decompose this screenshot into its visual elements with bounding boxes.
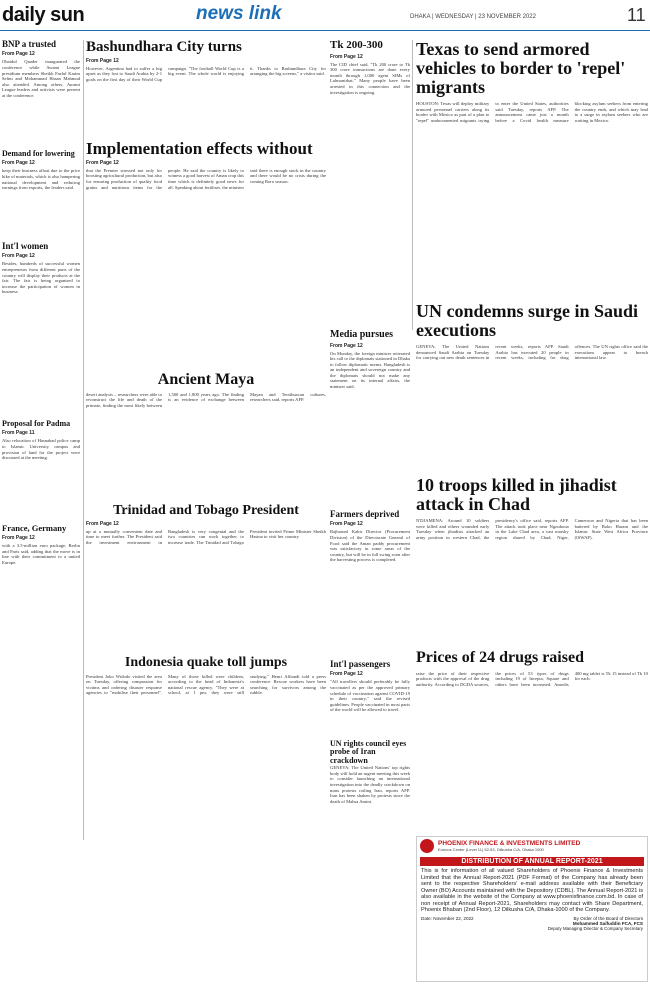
article-body: desert analysis – researchers were able to reconstruct the life and death of the primate, finding the most likely between 1,500 and 1,800 years ago. The finding is an evidence of exchange between Mayan and Teotihuacan cultures, researchers said, reports AFP.	[86, 391, 326, 408]
headline[interactable]: UN condemns surge in Saudi executions	[416, 302, 639, 340]
article-implementation	[86, 140, 326, 370]
continued-label: From Page 11	[2, 430, 35, 437]
phoenix-logo-icon	[420, 839, 434, 853]
article-body: with a 3.5-million euro package, Berlin and Paris said, adding that the move is in line with their commitment to a united Europe.	[2, 542, 80, 565]
article-media	[330, 330, 410, 510]
article-body: that the Premier stressed not only for boosting agricultural production, but also for ensuring production of quality food grains and nutritious items for the people. He said the country is likely to witness a good harvest of Aman crop this time which is definitely good news for all. Speaking about fertiliser, the minister said there is enough stock in the country and there would be no crisis during the coming Boro season.	[86, 167, 326, 190]
headline[interactable]: Int'l women	[2, 242, 49, 251]
article-drug-prices	[416, 650, 648, 830]
headline[interactable]: 10 troops killed in jihadist attack in Chad	[416, 476, 617, 514]
continued-label: From Page 12	[2, 253, 35, 260]
article-body: Besides, hundreds of successful women entrepreneurs from different parts of the country will display their products at the fair. The fair is being organised to increase the participation of women in business.	[2, 261, 80, 295]
article-trinidad	[86, 504, 326, 654]
article-body: "All travellers should preferably be fully vaccinated as per the approved primary schedule of vaccination against COVID-19 in their country," said the revised guidelines. People vaccinated in most parts of the world will be allowed to travel.	[330, 679, 410, 713]
continued-label: From Page 12	[86, 159, 119, 166]
article-body: On Monday, the foreign minister reiterated his call to the diplomats stationed in Dhaka to follow diplomatic norms. Bangladesh is an independent and sovereign country and the diplomats should not make any statement on its internal affairs, the minister said.	[330, 350, 410, 390]
page-number: 11	[627, 5, 646, 25]
article-body: keep their business afloat due to the price hike of materials, which is also hampering national development and reducing earnings from exports, the leaders said.	[2, 168, 80, 191]
article-body: Also relocation of Hasnabad police camp to Islamic University campus and provision of land for the project were discussed at the meeting.	[2, 438, 80, 461]
article-body: N'DJAMENA: Around 10 soldiers were killed and others wounded early Tuesday when jihadists attacked an army position in western Chad, the presidency's office said, reports AFP. The attack took place near Ngouboua in the Lake Chad area, a vast marshy region shared by Chad, Niger, Cameroon and Nigeria that has been battered by Boko Haram and the Islamic State West Africa Province (ISWAP).	[416, 518, 648, 540]
headline[interactable]: Implementation effects without	[86, 140, 313, 158]
masthead-logo[interactable]: daily sun	[2, 4, 85, 26]
headline[interactable]: BNP a trusted	[2, 40, 56, 49]
section-title: news link	[196, 3, 282, 24]
article-un-saudi	[416, 302, 648, 472]
continued-label: From Page 12	[330, 53, 363, 60]
headline[interactable]: Prices of 24 drugs raised	[416, 650, 584, 666]
ad-body: This is for information of all valued Shareholders of Phoenix Finance & Investments Limited that the Annual Report-2021 (PDF Format) of the Company has already been sent to the respective Shareholders' e-mail address available with their Beneficiary Owner (BO) Accounts maintained with the Depository (CDBL). The Annual Report-2021 is also available in the website of the Company at www.phoenixfinance.com.bd. In case of non receipt of Annual Report-2021, Shareholders may contact with Share Department, Phoenix Bhaban (2nd Floor), 12 Dilkusha C/A, Dhaka-1000 of the Company.	[421, 868, 643, 913]
ad-signoff-name: Mohammed Saifuddin FCA, FCS	[572, 920, 643, 926]
headline[interactable]: Farmers deprived	[330, 510, 400, 519]
ad-company: PHOENIX FINANCE & INVESTMENTS LIMITED	[438, 840, 581, 847]
article-intl-women	[2, 242, 80, 412]
continued-label: From Page 12	[330, 342, 363, 349]
article-ancient-maya	[86, 372, 326, 500]
masthead	[0, 0, 650, 38]
article-proposal	[2, 420, 80, 520]
continued-label: From Page 12	[86, 520, 119, 527]
article-body: The CID chief said, "Tk 200 crore to Tk 300 crore transactions are done every month through 1,000 agent SIMs of Lalmonirhat." Many people have been arrested in this connection and the investigation is ongoing.	[330, 61, 410, 95]
ad-signoff: By Order of the Board of Directors	[573, 915, 643, 921]
article-farmers	[330, 510, 410, 660]
headline[interactable]: Texas to send armored vehicles to border to 'repel' migrants	[416, 40, 626, 97]
article-body: up at a mutually convenient date and time to meet further. The President said the investment environment in Bangladesh is very congenial and the two countries can work together to increase trade. The Trinidad and Tobago President invited Prime Minister Sheikh Hasina to visit her country.	[86, 528, 326, 545]
article-body: GENEVA: The United Nations' top rights body will hold an urgent meeting this week to consider launching an international investigation into the deadly crackdown on mass protests roiling Iran, reports AFP. Iran has been shaken by protests since the death of Mahsa Amini.	[330, 765, 410, 804]
article-bnp	[2, 40, 80, 136]
headline[interactable]: Bashundhara City turns	[86, 40, 242, 55]
continued-label: From Page 12	[330, 521, 363, 528]
article-body: raise the price of their respective products with the approval of the drug authority. According to DGDA sources, the prices of 53 types of drugs including 19 of Incepta, Square and others have been increased. Amodis 400 mg tablet is Tk 15 instead of Tk 10 for each.	[416, 670, 648, 687]
headline[interactable]: Media pursues	[330, 330, 394, 340]
continued-label: From Page 12	[2, 160, 35, 167]
article-demand	[2, 150, 80, 232]
continued-label: From Page 12	[86, 57, 119, 64]
headline[interactable]: Ancient Maya	[157, 372, 255, 388]
continued-label: From Page 12	[2, 51, 35, 58]
article-body: However, Argentina had to suffer a big upset as they lost to Saudi Arabia by 2-1 goals on the first day of their World Cup campaign. "The football World Cup is a big event. The whole world is enjoying it. Thanks to Bashundhara City for arranging the big screens," a visitor said.	[86, 65, 326, 82]
column-divider	[83, 40, 84, 840]
headline[interactable]: France, Germany	[2, 524, 67, 533]
ad-title: DISTRIBUTION OF ANNUAL REPORT-2021	[420, 857, 644, 866]
article-body: Obaidul Quader inaugurated the conference while Awami League presidium members Sheikh Fazlul Karim Selim and Mohammad Hasan Mahmud also attended. Among others, Awami League leaders and activists were present at the conference.	[2, 59, 80, 98]
ad-signoff-role: Deputy Managing Director & Company Secretary	[547, 925, 643, 931]
article-bashundhara	[86, 40, 326, 136]
continued-label: From Page 12	[330, 671, 363, 678]
ad-date: Date: November 22, 2022	[421, 915, 474, 921]
dateline: DHAKA | WEDNESDAY | 23 NOVEMBER 2022	[410, 14, 536, 20]
headline[interactable]: Indonesia quake toll jumps	[124, 656, 288, 670]
headline[interactable]: Int'l passengers	[330, 660, 391, 669]
article-texas	[416, 40, 648, 300]
continued-label: From Page 12	[2, 534, 35, 541]
article-body: GENEVA: The United Nations denounced Saudi Arabia on Tuesday for carrying out new death sentences in recent weeks, reports AFP. Saudi Arabia has executed 20 people in recent weeks, including for drug offences. The UN rights office said the executions appear to breach international law.	[416, 344, 648, 361]
column-divider	[412, 40, 413, 330]
ad-header	[417, 837, 647, 855]
headline[interactable]: Proposal for Padma	[2, 420, 71, 428]
ad-address: Eunoos Center (Level 11) 52-53, Dilkusha C/A, Dhaka 1000	[438, 847, 544, 852]
article-body: President Joko Widodo visited the area on Tuesday, offering compassion for victims and ordering disaster response agencies to "mobilise their personnel". Many of those killed were children, according to the head of Indonesia's national rescue agency. "They were at school, at 1 pm, they were still studying," Henri Alfiandi told a press conference. Rescue workers have been searching for survivors among the rubble.	[86, 673, 326, 696]
article-indonesia-quake	[86, 656, 326, 846]
article-france	[2, 524, 80, 824]
phoenix-ad	[416, 836, 648, 982]
headline[interactable]: Demand for lowering	[2, 150, 75, 158]
headline[interactable]: Tk 200-300	[330, 40, 383, 51]
article-tk200	[330, 40, 410, 330]
article-un-iran	[330, 740, 410, 840]
headline[interactable]: Trinidad and Tobago President	[113, 504, 299, 518]
article-body: HOUSTON: Texas will deploy military armored personnel carriers along its border with Mexico as part of a plan to "repel" undocumented migrants trying to enter the United States, authorities said Tuesday, reports AFP. The announcement came just a month before a Covid health measure blocking asylum seekers from entering the country ends, and which may lead to a surge in asylum seekers who are waiting in Mexico.	[416, 101, 648, 123]
article-chad	[416, 476, 648, 646]
headline[interactable]: UN rights council eyes probe of Iran crackdown	[330, 740, 407, 765]
article-body: Rajbarunl Kabir Director (Procurement Division) of the Directorate General of Food said the Aman paddy procurement was satisfactory in some areas of the country, but will be in full swing soon after the harvesting process is completed.	[330, 529, 410, 563]
ad-footer	[421, 916, 643, 931]
masthead-rule	[0, 30, 650, 31]
